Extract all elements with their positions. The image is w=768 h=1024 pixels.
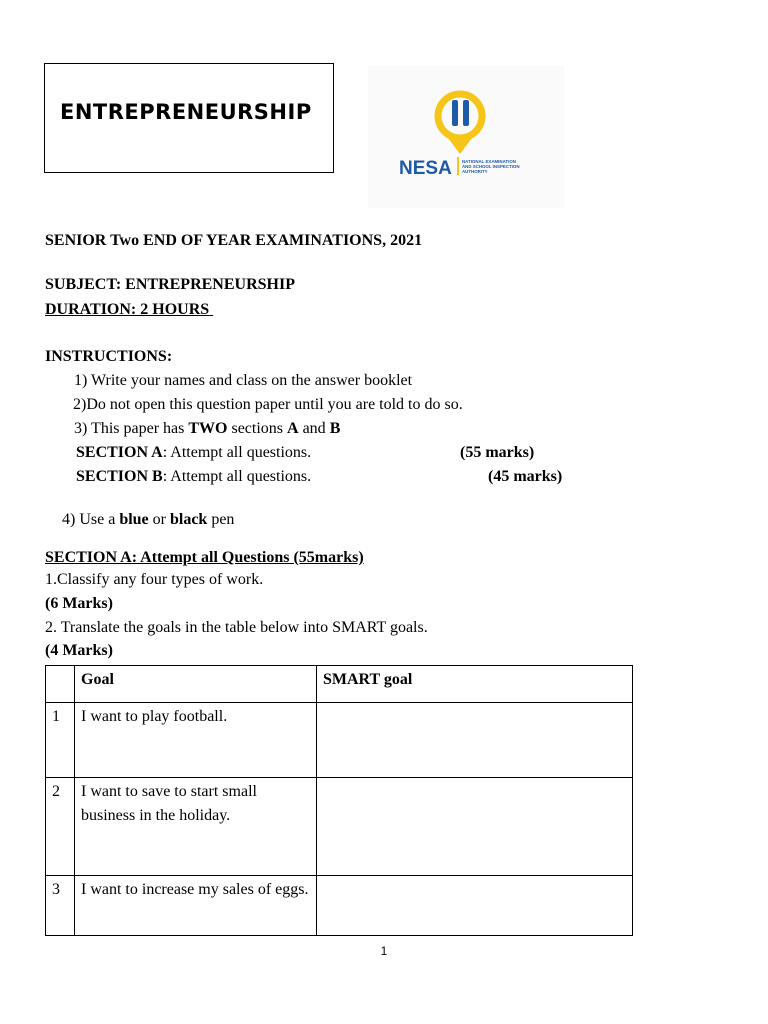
section-a-text: : Attempt all questions. bbox=[162, 444, 312, 461]
header-goal-cell: Goal bbox=[75, 666, 317, 703]
table-row bbox=[46, 778, 633, 876]
smart-goal-cell[interactable] bbox=[317, 703, 633, 778]
smart-goal-cell[interactable] bbox=[317, 876, 633, 936]
section-a-marks: (55 marks) bbox=[460, 444, 535, 461]
instruction-4-prefix: 4) Use a bbox=[62, 511, 120, 528]
document-title: ENTREPRENEURSHIP bbox=[60, 100, 312, 124]
subject-line: SUBJECT: ENTREPRENEURSHIP bbox=[45, 276, 295, 293]
goal-cell: I want to play football. bbox=[75, 703, 317, 778]
question-1: 1.Classify any four types of work. bbox=[45, 571, 264, 588]
question-1-marks: (6 Marks) bbox=[45, 595, 113, 612]
goals-table bbox=[45, 665, 633, 936]
smart-goal-cell[interactable] bbox=[317, 778, 633, 876]
page-number: 1 bbox=[380, 944, 388, 958]
goal-cell: I want to increase my sales of eggs. bbox=[75, 876, 317, 936]
instruction-3-prefix: 3) This paper has bbox=[74, 420, 189, 437]
row-number: 3 bbox=[46, 876, 75, 936]
instruction-2: 2)Do not open this question paper until you are told to do so. bbox=[73, 396, 463, 413]
duration-line bbox=[45, 301, 213, 319]
instructions-heading: INSTRUCTIONS: bbox=[45, 348, 173, 365]
table-row bbox=[46, 876, 633, 936]
header-num-cell bbox=[46, 666, 75, 703]
section-a-instruction bbox=[76, 444, 311, 462]
nesa-logo-graphic bbox=[368, 66, 564, 208]
instruction-3-and: and bbox=[298, 420, 330, 437]
section-b-text: : Attempt all questions. bbox=[162, 468, 312, 485]
instruction-3 bbox=[74, 420, 340, 438]
exam-heading: SENIOR Two END OF YEAR EXAMINATIONS, 2021 bbox=[45, 232, 423, 249]
section-b-marks: (45 marks) bbox=[488, 468, 563, 485]
duration-text: DURATION: 2 HOURS bbox=[45, 301, 210, 318]
instruction-4-suffix: pen bbox=[207, 511, 235, 528]
section-a-label: SECTION A bbox=[76, 444, 163, 461]
instruction-1: 1) Write your names and class on the answer booklet bbox=[74, 372, 413, 389]
row-number: 2 bbox=[46, 778, 75, 876]
header-smart-cell: SMART goal bbox=[317, 666, 633, 703]
logo-text: NESA bbox=[399, 158, 452, 179]
logo-subtext-3: AUTHORITY bbox=[462, 169, 488, 174]
instruction-4-blue: blue bbox=[119, 511, 149, 528]
question-2-marks: (4 Marks) bbox=[45, 642, 113, 659]
table-row bbox=[46, 703, 633, 778]
instruction-4 bbox=[62, 511, 234, 529]
instruction-4-black: black bbox=[169, 511, 208, 528]
title-box bbox=[44, 63, 334, 173]
section-b-label: SECTION B bbox=[76, 468, 163, 485]
instruction-3-a: A bbox=[287, 420, 299, 437]
logo-subtext-1: NATIONAL EXAMINATION bbox=[462, 159, 516, 164]
row-number: 1 bbox=[46, 703, 75, 778]
table-header-row bbox=[46, 666, 633, 703]
instruction-3-two: TWO bbox=[188, 420, 228, 437]
section-a-heading: SECTION A: Attempt all Questions (55marks) bbox=[45, 549, 364, 566]
nesa-logo bbox=[368, 66, 564, 208]
instruction-3-mid: sections bbox=[227, 420, 288, 437]
section-b-instruction bbox=[76, 468, 311, 486]
goal-cell: I want to save to start small business in the holiday. bbox=[75, 778, 317, 876]
instruction-3-b: B bbox=[329, 420, 341, 437]
question-2: 2. Translate the goals in the table below into SMART goals. bbox=[45, 619, 428, 636]
instruction-4-or: or bbox=[148, 511, 170, 528]
logo-subtext-2: AND SCHOOL INSPECTION bbox=[462, 164, 520, 169]
